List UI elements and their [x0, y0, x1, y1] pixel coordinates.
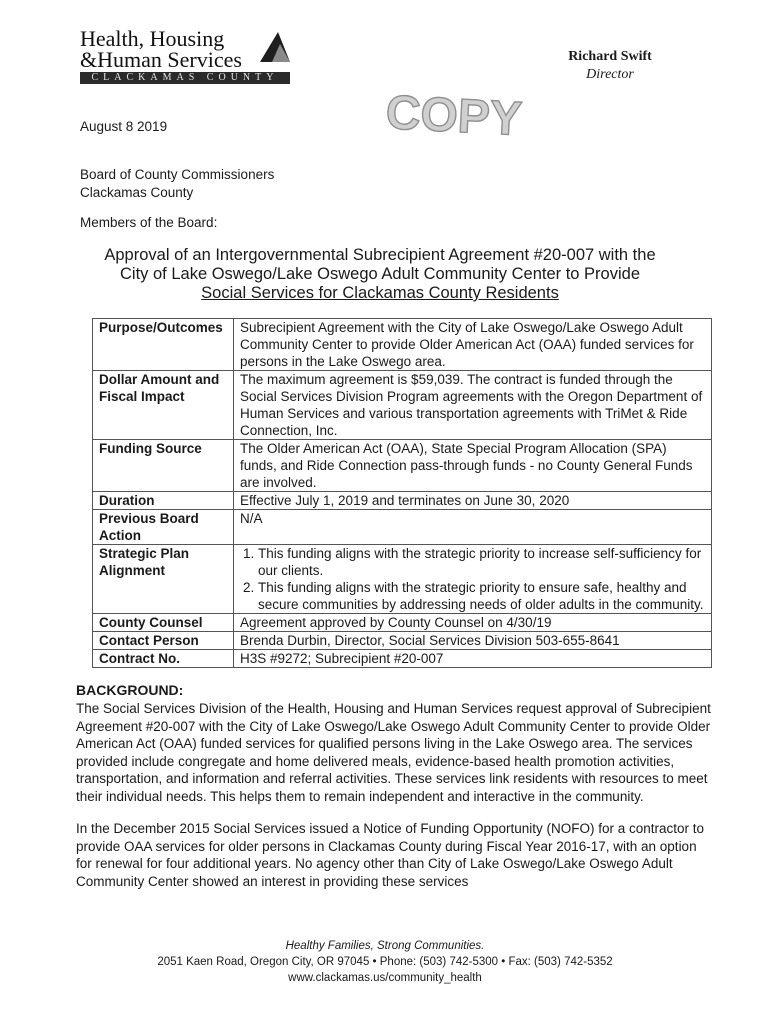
recipient-line2: Clackamas County — [80, 185, 194, 200]
row-value: The Older American Act (OAA), State Special Program Allocation (SPA) funds, and Ride Connection pass-through funds - no County General Funds are involved. — [234, 440, 712, 492]
salutation: Members of the Board: — [80, 215, 218, 230]
row-label: County Counsel — [93, 614, 234, 632]
list-item: 1. This funding aligns with the strategic priority to increase self-sufficiency for our clients. — [258, 545, 705, 579]
background-heading: BACKGROUND: — [76, 682, 184, 698]
table-row — [93, 492, 712, 510]
title-line1: Approval of an Intergovernmental Subrecipient Agreement #20-007 with the — [104, 246, 656, 264]
table-row — [93, 510, 712, 545]
row-value: N/A — [234, 510, 712, 545]
copy-stamp-text: COPY — [384, 86, 524, 147]
row-label: Contact Person — [93, 632, 234, 650]
row-label: Funding Source — [93, 440, 234, 492]
alignment-list — [240, 545, 705, 613]
row-value: Brenda Durbin, Director, Social Services Division 503-655-8641 — [234, 632, 712, 650]
footer-address: 2051 Kaen Road, Oregon City, OR 97045 • Phone: (503) 742-5300 • Fax: (503) 742-5352 — [157, 956, 613, 968]
row-value: The maximum agreement is $59,039. The contract is funded through the Social Services Division Program agreements with the Oregon Department of Human Services and various transportation agreements with TriMet & Ride Connection, Inc. — [234, 371, 712, 440]
footer-tagline: Healthy Families, Strong Communities. — [285, 940, 485, 952]
logo-line2: &Human Services — [80, 47, 242, 72]
logo-bar: CLACKAMAS COUNTY — [80, 72, 290, 84]
table-row — [93, 650, 712, 668]
background-paragraph-2: In the December 2015 Social Services issued a Notice of Funding Opportunity (NOFO) for a contractor to provide OAA services for older persons in Clackamas County during Fiscal Year 2016-17, with an option for renewal for four additional years. No agency other than City of Lake Oswego/Lake Oswego Adult Community Center showed an interest in providing these services — [76, 821, 705, 889]
copy-stamp — [380, 78, 540, 148]
row-label: Contract No. — [93, 650, 234, 668]
row-label: Purpose/Outcomes — [93, 319, 234, 371]
department-logo — [80, 28, 295, 84]
recipient-block — [80, 166, 274, 202]
director-title: Director — [586, 67, 634, 82]
letter-title — [80, 246, 680, 303]
row-label: Previous Board Action — [93, 510, 234, 545]
title-line2: City of Lake Oswego/Lake Oswego Adult Community Center to Provide — [120, 265, 640, 283]
row-value: H3S #9272; Subrecipient #20-007 — [234, 650, 712, 668]
row-label: Dollar Amount and Fiscal Impact — [93, 371, 234, 440]
page-footer — [80, 938, 690, 986]
logo-line1: Health, Housing — [80, 26, 225, 51]
row-value: Agreement approved by County Counsel on 4/30/19 — [234, 614, 712, 632]
footer-website: www.clackamas.us/community_health — [288, 972, 482, 984]
background-paragraph-1: The Social Services Division of the Health, Housing and Human Services request approval of Subrecipient Agreement #20-007 with the City of Lake Oswego/Lake Oswego Adult Community Center to provide Older American Act (OAA) funded services for qualified persons living in the Lake Oswego area. The services provided include congregate and home delivered meals, evidence-based health promotion activities, transportation, and information and referral activities. These services link residents with resources to meet their individual needs. This helps them to remain independent and interactive in the community. — [76, 701, 711, 804]
table-row — [93, 632, 712, 650]
director-block — [540, 48, 680, 84]
table-row — [93, 614, 712, 632]
mountain-icon — [258, 30, 292, 64]
summary-table — [92, 318, 712, 668]
title-line3: Social Services for Clackamas County Residents — [201, 284, 559, 302]
table-row — [93, 371, 712, 440]
row-value: Subrecipient Agreement with the City of Lake Oswego/Lake Oswego Adult Community Center to provide Older American Act (OAA) funded services for persons in the Lake Oswego area. — [234, 319, 712, 371]
row-label: Duration — [93, 492, 234, 510]
list-item: 2. This funding aligns with the strategic priority to ensure safe, healthy and secure communities by addressing needs of older adults in the community. — [258, 579, 705, 613]
table-row — [93, 319, 712, 371]
table-row — [93, 545, 712, 614]
row-label: Strategic Plan Alignment — [93, 545, 234, 614]
recipient-line1: Board of County Commissioners — [80, 167, 275, 182]
letter-date: August 8 2019 — [80, 119, 168, 134]
row-value — [234, 545, 712, 614]
table-row — [93, 440, 712, 492]
director-name: Richard Swift — [568, 49, 652, 64]
row-value: Effective July 1, 2019 and terminates on June 30, 2020 — [234, 492, 712, 510]
